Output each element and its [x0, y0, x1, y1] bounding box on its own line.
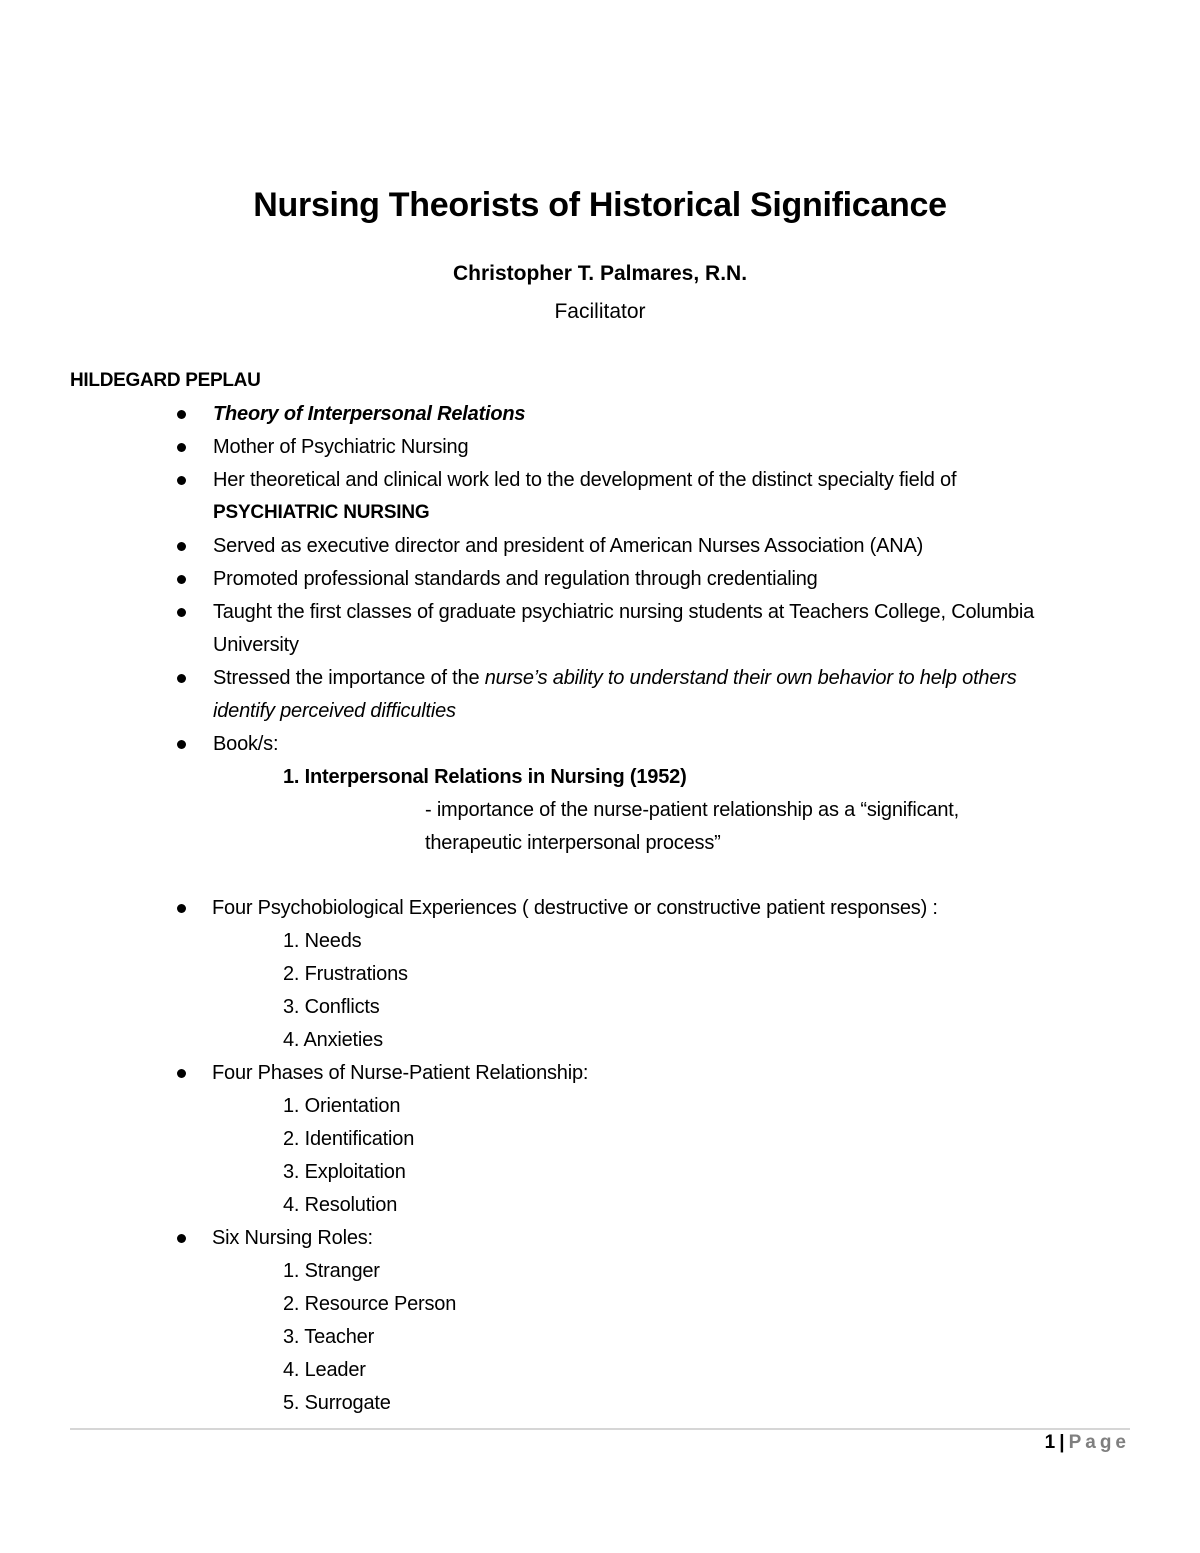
list-item: 4. Anxieties [283, 1029, 383, 1051]
section-heading: HILDEGARD PEPLAU [70, 370, 261, 391]
bullet-icon [177, 542, 186, 551]
list-item: 2. Resource Person [283, 1293, 457, 1315]
list-item: 2. Frustrations [283, 963, 408, 985]
footer-divider [70, 1428, 1130, 1430]
book-desc-line1: - importance of the nurse-patient relationship as a “significant, [425, 799, 959, 821]
bullet-icon [177, 1234, 186, 1243]
book-desc-line2: therapeutic interpersonal process” [425, 832, 721, 854]
document-title: Nursing Theorists of Historical Significance [253, 186, 947, 224]
list-item: 1. Orientation [283, 1095, 401, 1117]
footer-separator: | [1059, 1432, 1065, 1453]
list-item: 3. Teacher [283, 1326, 375, 1348]
bullet-stressed-line2: identify perceived difficulties [213, 700, 456, 722]
page-label: Page [1068, 1432, 1130, 1453]
page-footer [1045, 1432, 1130, 1454]
author-name: Christopher T. Palmares, R.N. [452, 262, 748, 285]
experiences-label: Four Psychobiological Experiences ( destructive or constructive patient responses) : [212, 897, 938, 919]
roles-label: Six Nursing Roles: [212, 1227, 373, 1249]
bullet-stressed-line1 [213, 666, 1017, 690]
bullet-ana: Served as executive director and president of American Nurses Association (ANA) [213, 535, 924, 557]
list-item: 2. Identification [283, 1128, 415, 1150]
bullet-mother: Mother of Psychiatric Nursing [213, 436, 469, 458]
bullet-taught-line2: University [213, 634, 299, 656]
stressed-italic: nurse’s ability to understand their own behavior to help others [484, 667, 1017, 689]
bullet-theory: Theory of Interpersonal Relations [213, 403, 526, 425]
bullet-icon [177, 443, 186, 452]
list-item: 3. Exploitation [283, 1161, 406, 1183]
bullet-icon [177, 740, 186, 749]
list-item: 1. Stranger [283, 1260, 380, 1282]
bullet-icon [177, 674, 186, 683]
bullet-taught-line1: Taught the first classes of graduate psychiatric nursing students at Teachers College, Columbia [213, 601, 1035, 623]
bullet-icon [177, 476, 186, 485]
list-item: 4. Resolution [283, 1194, 398, 1216]
page-number: 1 [1044, 1432, 1056, 1453]
author-role: Facilitator [554, 300, 646, 323]
bullet-icon [177, 1069, 186, 1078]
list-item: 1. Needs [283, 930, 362, 952]
bullet-standards: Promoted professional standards and regulation through credentialing [213, 568, 818, 590]
bullet-work-line2: PSYCHIATRIC NURSING [213, 502, 430, 523]
bullet-icon [177, 904, 186, 913]
bullet-icon [177, 608, 186, 617]
book-item: 1. Interpersonal Relations in Nursing (1952) [283, 766, 687, 788]
bullet-icon [177, 410, 186, 419]
list-item: 3. Conflicts [283, 996, 380, 1018]
stressed-prefix: Stressed the importance of the [213, 667, 485, 689]
list-item: 4. Leader [283, 1359, 366, 1381]
bullet-icon [177, 575, 186, 584]
phases-label: Four Phases of Nurse-Patient Relationship: [212, 1062, 589, 1084]
bullet-books: Book/s: [213, 733, 279, 755]
list-item: 5. Surrogate [283, 1392, 391, 1414]
bullet-work-line1: Her theoretical and clinical work led to the development of the distinct specialty field of [213, 469, 957, 491]
